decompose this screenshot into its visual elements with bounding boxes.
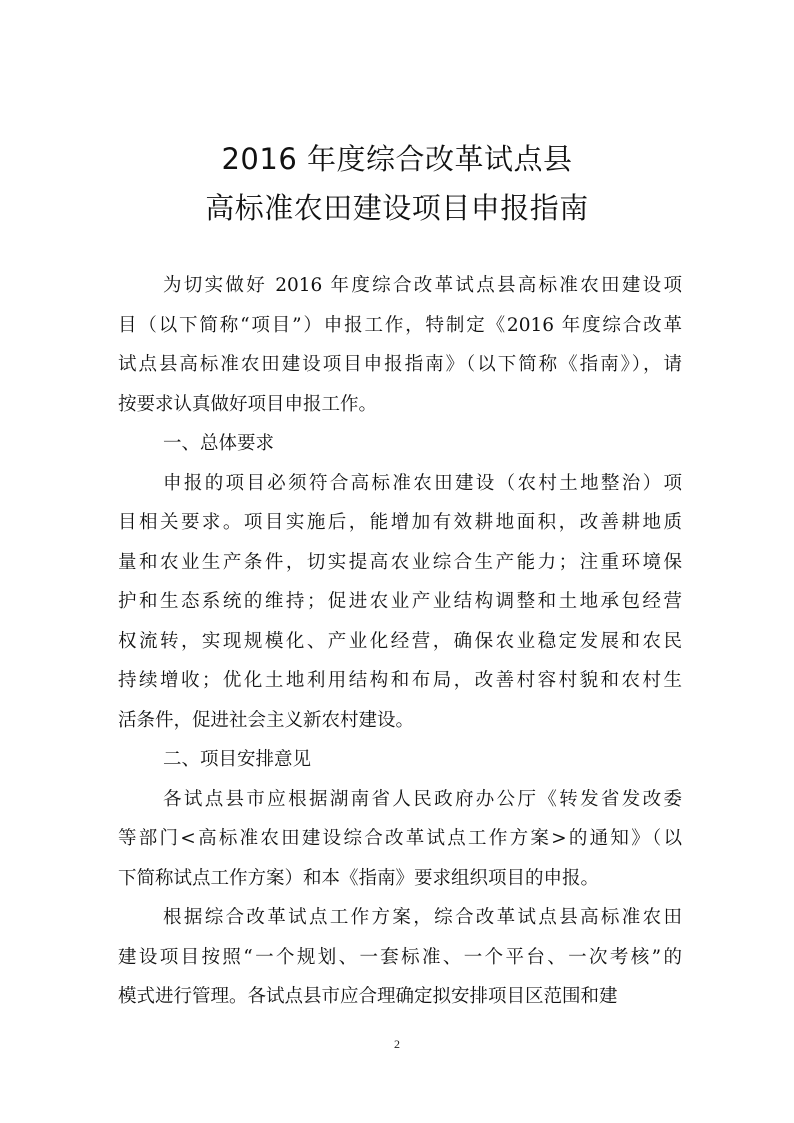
paragraph-line: 下简称试点工作方案）和本《指南》要求组织项目的申报。 <box>118 867 600 889</box>
paragraph <box>118 266 682 424</box>
paragraph-line: 目相关要求。项目实施后，能增加有效耕地面积，改善耕地质 <box>118 512 682 533</box>
paragraph-line: 申报的项目必须符合高标准农田建设（农村土地整治）项 <box>163 472 682 494</box>
paragraph-line: 目（以下简称“项目”）申报工作，特制定《2016 年度综合改革 <box>118 314 682 336</box>
paragraph-line: 护和生态系统的维持；促进农业产业结构调整和土地承包经营 <box>118 591 682 612</box>
paragraph <box>118 898 682 1017</box>
paragraph-line: 持续增收；优化土地利用结构和布局，改善村容村貌和农村生 <box>118 670 682 691</box>
paragraph <box>118 464 682 741</box>
section-heading <box>118 740 682 780</box>
page-number: 2 <box>394 1037 400 1051</box>
paragraph-line: 等部门<高标准农田建设综合改革试点工作方案>的通知》（以 <box>118 828 682 849</box>
paragraph-line: 权流转，实现规模化、产业化经营，确保农业稳定发展和农民 <box>118 630 682 652</box>
paragraph <box>118 780 682 899</box>
paragraph-line: 各试点县市应根据湖南省人民政府办公厅《转发省发改委 <box>163 788 682 810</box>
paragraph-line: 按要求认真做好项目申报工作。 <box>118 393 378 415</box>
heading-text: 二、项目安排意见 <box>163 749 312 770</box>
heading-text: 一、总体要求 <box>163 433 275 454</box>
paragraph-line: 建设项目按照“一个规划、一套标准、一个平台、一次考核”的 <box>118 946 682 968</box>
paragraph-line: 活条件，促进社会主义新农村建设。 <box>118 709 415 731</box>
document-title-line-2: 高标准农田建设项目申报指南 <box>205 191 589 225</box>
paragraph-line: 试点县高标准农田建设项目申报指南》（以下简称《指南》），请 <box>118 354 682 375</box>
paragraph-line: 量和农业生产条件，切实提高农业综合生产能力；注重环境保 <box>118 551 682 573</box>
document-body <box>118 266 682 1017</box>
paragraph-line: 根据综合改革试点工作方案，综合改革试点县高标准农田 <box>163 907 682 928</box>
paragraph-line: 模式进行管理。各试点县市应合理确定拟安排项目区范围和建 <box>118 986 618 1007</box>
document-title-line-1: 2016 年度综合改革试点县 <box>221 142 573 176</box>
paragraph-line: 为切实做好 2016 年度综合改革试点县高标准农田建设项 <box>163 275 682 296</box>
section-heading <box>118 424 682 464</box>
